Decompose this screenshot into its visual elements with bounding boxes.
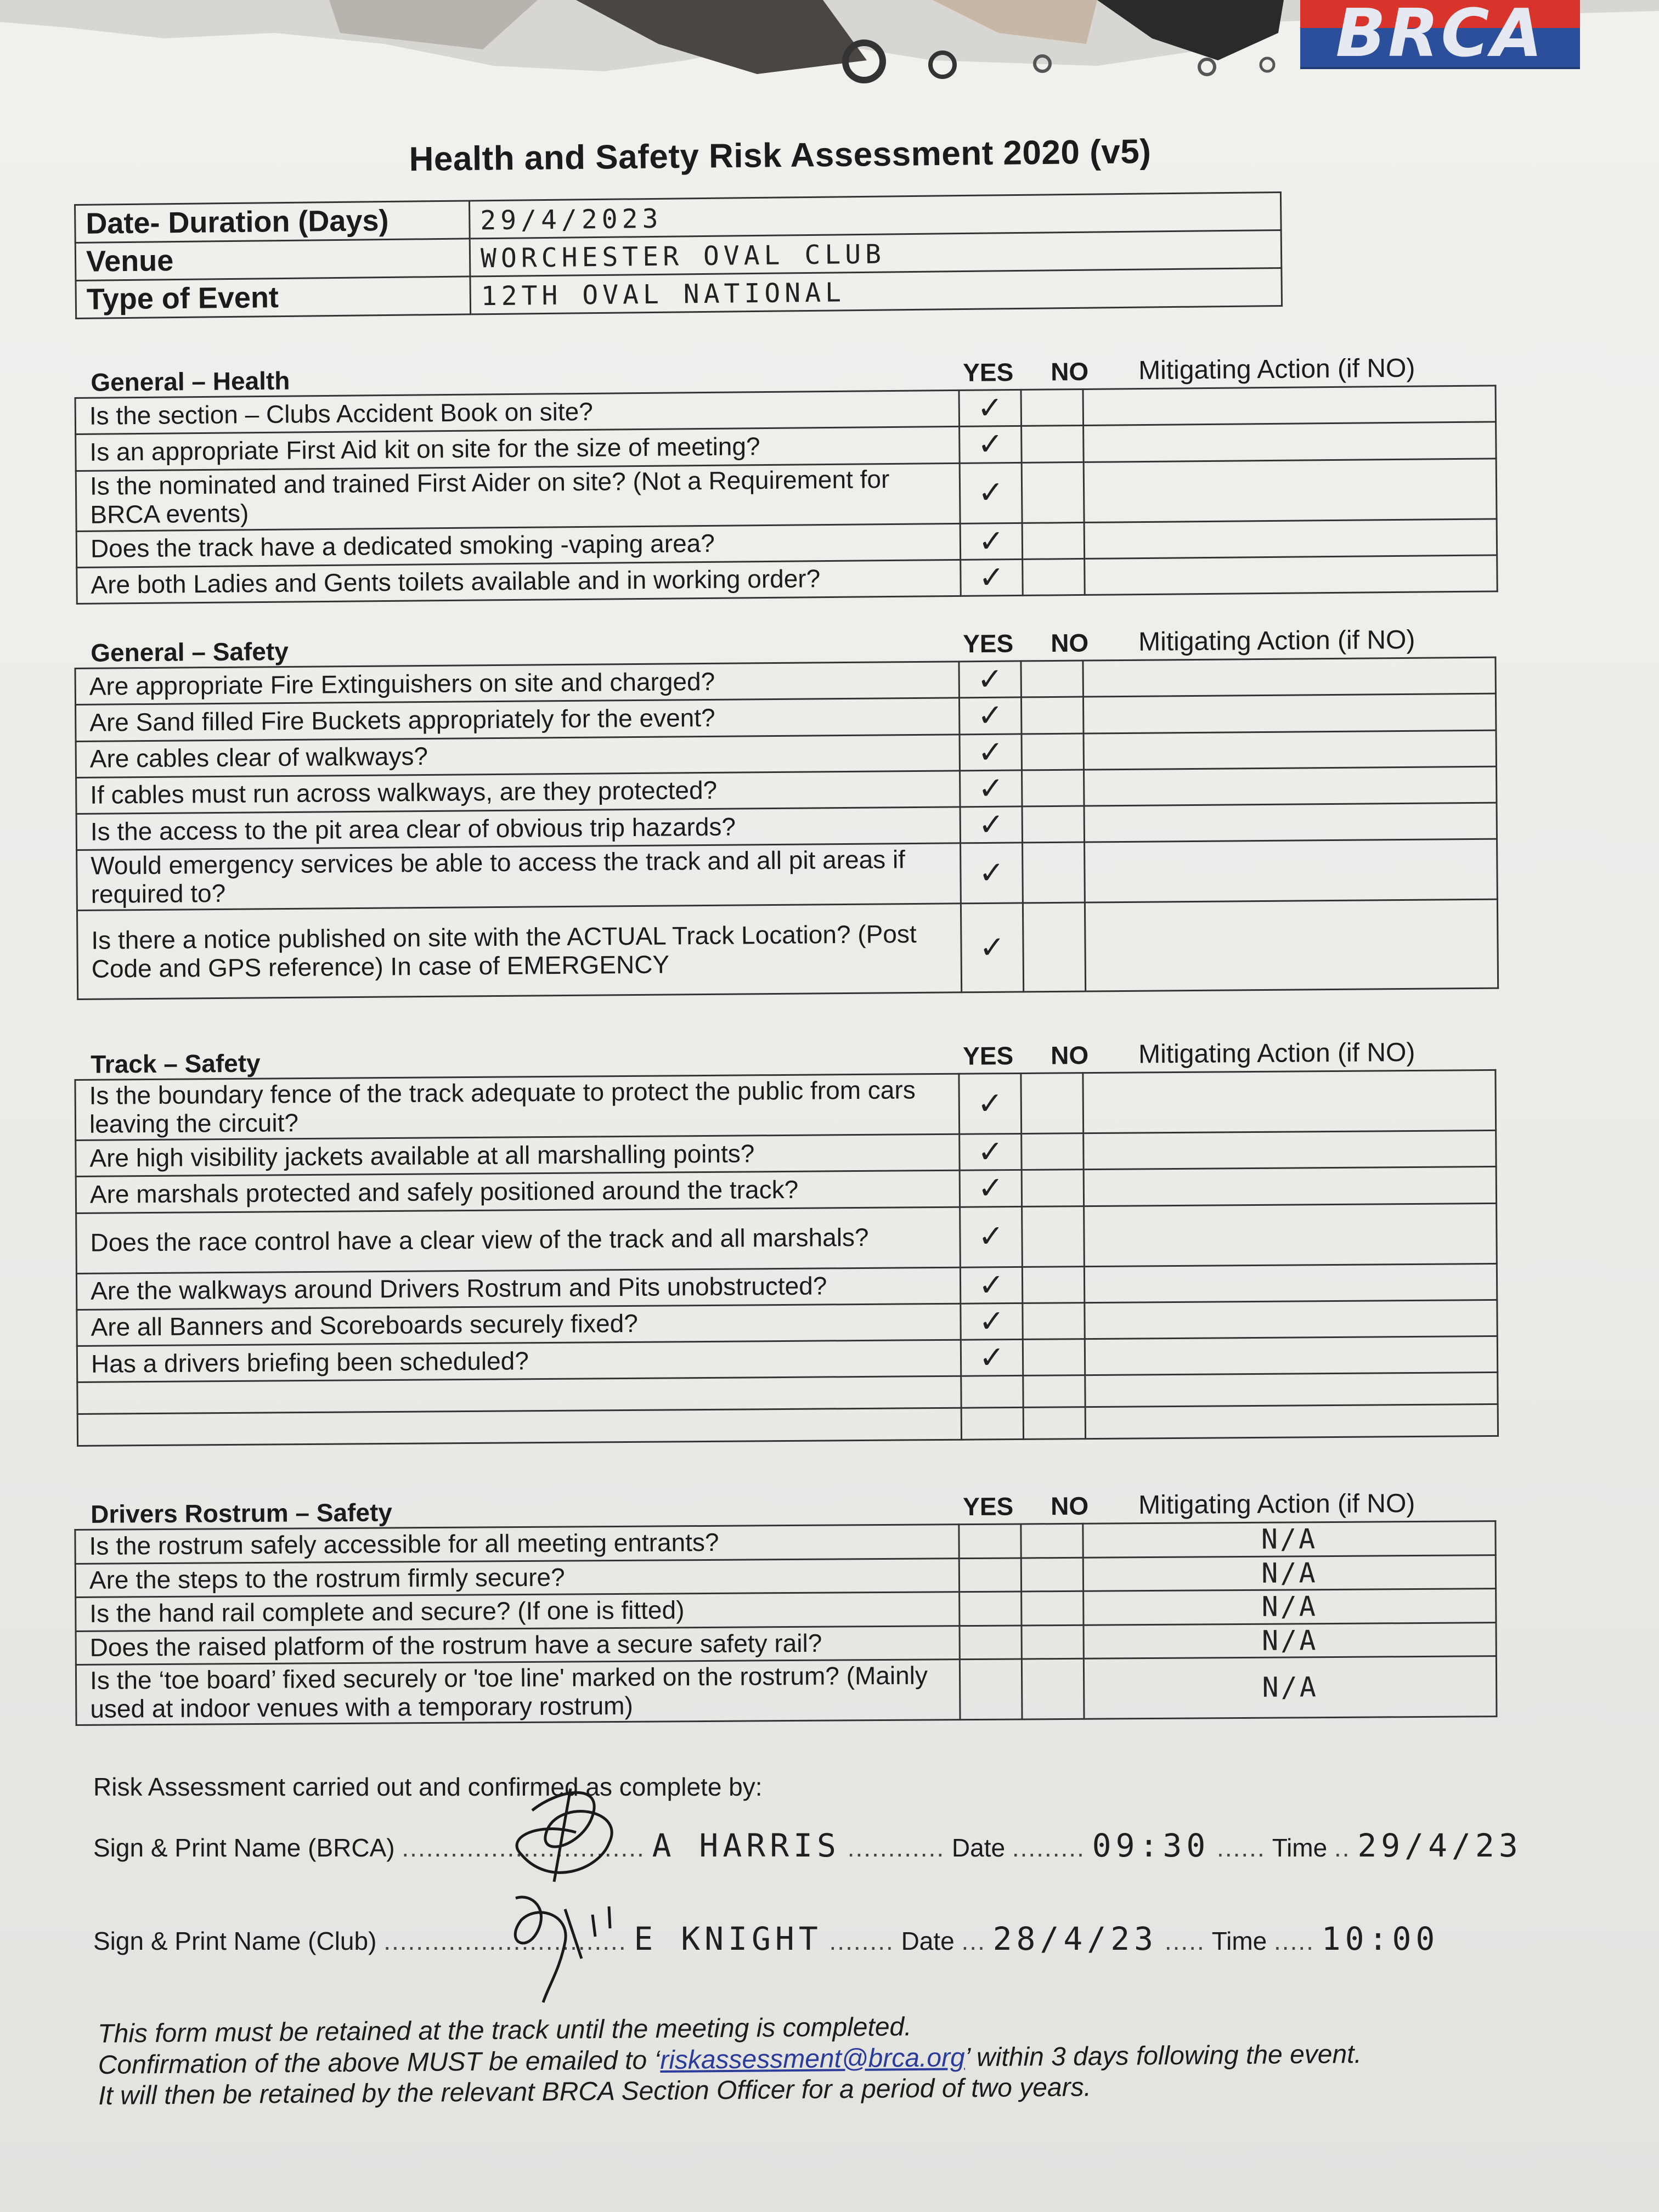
question-text: Does the raised platform of the rostrum have a secure safety rail? xyxy=(76,1626,960,1664)
no-checkbox[interactable] xyxy=(1022,1658,1084,1719)
confirmation-intro: Risk Assessment carried out and confirmed as complete by: xyxy=(93,1773,763,1801)
event-info-label: Venue xyxy=(75,239,470,281)
mitigating-action-field[interactable] xyxy=(1085,899,1498,991)
column-mitigating-header: Mitigating Action (if NO) xyxy=(1138,1037,1415,1069)
mitigating-action-field[interactable] xyxy=(1084,1130,1496,1170)
mitigating-action-field[interactable] xyxy=(1084,518,1497,558)
tick-mark-icon: ✓ xyxy=(978,734,1004,770)
column-no-header: NO xyxy=(1050,628,1089,658)
checklist-row xyxy=(75,1070,1496,1140)
no-checkbox[interactable] xyxy=(1023,842,1085,903)
tick-mark-icon: ✓ xyxy=(978,770,1004,806)
retention-note xyxy=(98,2008,1362,2112)
column-no-header: NO xyxy=(1050,1041,1089,1070)
no-checkbox[interactable] xyxy=(1022,426,1084,462)
no-checkbox[interactable] xyxy=(1022,1206,1085,1267)
yes-checkbox[interactable] xyxy=(960,1170,1022,1207)
yes-checkbox[interactable] xyxy=(959,1524,1021,1558)
tick-mark-icon: ✓ xyxy=(977,1086,1003,1122)
email-link[interactable]: riskassessment@brca.org xyxy=(659,2042,965,2075)
no-checkbox[interactable] xyxy=(1023,1302,1085,1339)
yes-checkbox[interactable] xyxy=(960,1659,1022,1720)
column-no-header: NO xyxy=(1050,1491,1089,1521)
yes-checkbox[interactable] xyxy=(960,806,1023,843)
section-title: Track – Safety xyxy=(91,1048,261,1079)
no-checkbox[interactable] xyxy=(1022,806,1085,843)
checklist-table xyxy=(74,657,1499,1001)
mitigating-action-field[interactable] xyxy=(1085,1300,1497,1339)
tick-mark-icon: ✓ xyxy=(977,390,1003,426)
tick-mark-icon: ✓ xyxy=(979,929,1006,966)
yes-checkbox[interactable] xyxy=(959,390,1022,426)
checklist-section xyxy=(74,351,1498,605)
question-text: If cables must run across walkways, are they protected? xyxy=(76,771,960,814)
no-checkbox[interactable] xyxy=(1023,902,1085,992)
no-checkbox[interactable] xyxy=(1023,1339,1085,1376)
yes-checkbox[interactable] xyxy=(960,462,1022,523)
handwritten-entry: N/A xyxy=(1262,1671,1319,1704)
column-yes-header: YES xyxy=(963,1492,1014,1521)
no-checkbox[interactable] xyxy=(1021,1558,1083,1592)
yes-checkbox[interactable] xyxy=(961,1408,1023,1440)
event-type-field[interactable] xyxy=(470,268,1282,314)
mitigating-action-field[interactable] xyxy=(1083,1555,1496,1591)
tick-mark-icon: ✓ xyxy=(979,1340,1005,1376)
brca-logo: BRCA xyxy=(1300,0,1580,69)
email-pre: Confirmation of the above MUST be emailed to ‘ xyxy=(98,2045,661,2080)
mitigating-action-field[interactable] xyxy=(1085,1336,1497,1375)
checklist-table xyxy=(74,1069,1499,1447)
mitigating-action-field[interactable] xyxy=(1084,1263,1497,1303)
mitigating-action-field[interactable] xyxy=(1085,555,1498,595)
no-checkbox[interactable] xyxy=(1023,558,1085,595)
no-checkbox[interactable] xyxy=(1021,389,1084,426)
question-text: Are cables clear of walkways? xyxy=(76,734,960,777)
question-text: Is the rostrum safely accessible for all meeting entrants? xyxy=(75,1525,959,1564)
no-checkbox[interactable] xyxy=(1022,1133,1084,1170)
brca-signature-row: Sign & Print Name (BRCA) .............................. A HARRIS ............ Date ......... 09:30 ...... Time .. 29/4/23 xyxy=(93,1827,1522,1864)
club-date-label: Date xyxy=(901,1927,955,1955)
question-text: Would emergency services be able to access the track and all pit areas if required to? xyxy=(77,843,961,911)
mitigating-action-field[interactable] xyxy=(1083,1521,1496,1558)
event-info-label: Date- Duration (Days) xyxy=(75,201,470,243)
tick-mark-icon: ✓ xyxy=(978,475,1004,511)
question-text: Is the access to the pit area clear of obvious trip hazards? xyxy=(76,807,960,850)
tick-mark-icon: ✓ xyxy=(977,1134,1004,1170)
section-title: Drivers Rostrum – Safety xyxy=(91,1498,393,1528)
club-time-value[interactable]: 10:00 xyxy=(1321,1920,1440,1957)
no-checkbox[interactable] xyxy=(1023,1407,1085,1440)
mitigating-action-field[interactable] xyxy=(1084,730,1496,770)
question-text: Is the nominated and trained First Aider on site? (Not a Requirement for BRCA events) xyxy=(76,463,960,531)
brca-time-value[interactable]: 29/4/23 xyxy=(1357,1827,1522,1864)
yes-checkbox[interactable] xyxy=(960,1267,1022,1304)
question-text: Are appropriate Fire Extinguishers on site and charged? xyxy=(75,662,959,705)
mitigating-action-field[interactable] xyxy=(1084,1203,1497,1266)
handwritten-entry: N/A xyxy=(1261,1523,1318,1555)
brca-date-value[interactable]: 09:30 xyxy=(1092,1827,1210,1864)
yes-checkbox[interactable] xyxy=(960,733,1022,770)
mitigating-action-field[interactable] xyxy=(1084,766,1497,806)
no-checkbox[interactable] xyxy=(1021,1523,1083,1558)
mitigating-action-field[interactable] xyxy=(1083,1070,1496,1133)
mitigating-action-field[interactable] xyxy=(1084,458,1497,522)
checklist-section xyxy=(74,1486,1498,1726)
event-info-value: 29/4/2023 xyxy=(480,203,663,236)
checklist-row xyxy=(76,1656,1497,1725)
yes-checkbox[interactable] xyxy=(959,1558,1021,1592)
yes-checkbox[interactable] xyxy=(960,1592,1022,1626)
question-text: Are all Banners and Scoreboards securely fixed? xyxy=(77,1304,961,1346)
question-text: Are both Ladies and Gents toilets available and in working order? xyxy=(77,560,961,603)
yes-checkbox[interactable] xyxy=(960,770,1023,807)
tick-mark-icon: ✓ xyxy=(977,697,1003,734)
no-checkbox[interactable] xyxy=(1022,1266,1084,1303)
question-text: Is the ‘toe board’ fixed securely or 'toe line' marked on the rostrum? (Mainly used at indoor venues with a temporary rostrum) xyxy=(76,1660,960,1725)
tick-mark-icon: ✓ xyxy=(977,661,1003,698)
no-checkbox[interactable] xyxy=(1022,1625,1084,1659)
no-checkbox[interactable] xyxy=(1022,462,1084,523)
checklist-row xyxy=(77,899,1498,999)
column-no-header: NO xyxy=(1050,357,1089,386)
column-mitigating-header: Mitigating Action (if NO) xyxy=(1138,625,1415,657)
tick-mark-icon: ✓ xyxy=(978,523,1005,560)
tick-mark-icon: ✓ xyxy=(978,806,1005,843)
yes-checkbox[interactable] xyxy=(960,1206,1023,1267)
event-info-value: 12TH OVAL NATIONAL xyxy=(481,277,846,312)
retention-note-line: This form must be retained at the track until the meeting is completed. xyxy=(98,2012,912,2049)
mitigating-action-field[interactable] xyxy=(1084,422,1497,462)
yes-checkbox[interactable] xyxy=(961,903,1023,992)
question-text: Is there a notice published on site with the ACTUAL Track Location? (Post Code and GPS reference) In case of EMERGENCY xyxy=(77,904,961,1000)
no-checkbox[interactable] xyxy=(1022,522,1085,559)
question-text: Are Sand filled Fire Buckets appropriately for the event? xyxy=(76,698,960,741)
event-info-value: WORCHESTER OVAL CLUB xyxy=(480,239,886,274)
question-text: Does the race control have a clear view of the track and all marshals? xyxy=(76,1207,961,1273)
handwritten-entry: N/A xyxy=(1261,1556,1318,1589)
question-text: Is the section – Clubs Accident Book on site? xyxy=(75,390,960,434)
question-text: Is the boundary fence of the track adequate to protect the public from cars leaving the circuit? xyxy=(75,1074,960,1140)
question-text: Does the track have a dedicated smoking -vaping area? xyxy=(76,523,961,567)
handwritten-entry: N/A xyxy=(1261,1624,1318,1657)
question-text: Are the walkways around Drivers Rostrum and Pits unobstructed? xyxy=(76,1267,960,1310)
tick-mark-icon: ✓ xyxy=(978,1218,1005,1255)
tick-mark-icon: ✓ xyxy=(978,1170,1004,1206)
signature-scribble xyxy=(483,1778,680,2008)
yes-checkbox[interactable] xyxy=(960,523,1023,560)
column-mitigating-header: Mitigating Action (if NO) xyxy=(1138,353,1415,386)
column-mitigating-header: Mitigating Action (if NO) xyxy=(1138,1489,1415,1520)
checklist-section xyxy=(74,1035,1499,1447)
question-text: Are the steps to the rostrum firmly secure? xyxy=(75,1558,959,1597)
tick-mark-icon: ✓ xyxy=(978,560,1005,596)
question-text: Are marshals protected and safely positioned around the track? xyxy=(76,1171,960,1214)
question-text: Are high visibility jackets available at all marshalling points? xyxy=(76,1134,960,1177)
mitigating-action-field[interactable] xyxy=(1084,1167,1496,1206)
question-text xyxy=(77,1408,961,1446)
mitigating-action-field[interactable] xyxy=(1085,1373,1498,1407)
brca-sign-label: Sign & Print Name (BRCA) xyxy=(93,1833,395,1862)
yes-checkbox[interactable] xyxy=(961,559,1023,596)
yes-checkbox[interactable] xyxy=(959,697,1022,734)
no-checkbox[interactable] xyxy=(1021,1073,1084,1134)
event-info-label: Type of Event xyxy=(76,276,471,319)
email-post: ’ within 3 days following the event. xyxy=(964,2039,1362,2072)
handwritten-entry: N/A xyxy=(1261,1590,1318,1623)
yes-checkbox[interactable] xyxy=(961,1303,1023,1340)
event-info-table xyxy=(74,191,1283,319)
mitigating-action-field[interactable] xyxy=(1084,1622,1496,1658)
club-time-label: Time xyxy=(1211,1927,1267,1955)
column-yes-header: YES xyxy=(962,358,1014,387)
mitigating-action-field[interactable] xyxy=(1083,657,1496,697)
checklist-table xyxy=(74,1520,1497,1726)
section-title: General – Safety xyxy=(91,636,289,667)
yes-checkbox[interactable] xyxy=(959,661,1022,698)
no-checkbox[interactable] xyxy=(1022,770,1085,806)
question-text: Is the hand rail complete and secure? (If one is fitted) xyxy=(76,1592,960,1631)
brca-date-label: Date xyxy=(951,1833,1006,1862)
form-title: Health and Safety Risk Assessment 2020 (v5) xyxy=(409,132,1152,179)
question-text: Is an appropriate First Aid kit on site for the size of meeting? xyxy=(76,427,960,471)
yes-checkbox[interactable] xyxy=(961,843,1023,904)
brca-print-name[interactable]: A HARRIS xyxy=(652,1827,840,1864)
mitigating-action-field[interactable] xyxy=(1084,1589,1496,1625)
mitigating-action-field[interactable] xyxy=(1085,839,1498,902)
column-yes-header: YES xyxy=(962,629,1014,658)
no-checkbox[interactable] xyxy=(1021,661,1084,697)
no-checkbox[interactable] xyxy=(1022,1591,1084,1625)
mitigating-action-field[interactable] xyxy=(1083,693,1496,733)
question-text: Has a drivers briefing been scheduled? xyxy=(77,1340,961,1383)
mitigating-action-field[interactable] xyxy=(1084,803,1497,842)
tick-mark-icon: ✓ xyxy=(978,1267,1005,1304)
club-print-name[interactable]: E KNIGHT xyxy=(634,1920,822,1957)
brca-time-label: Time xyxy=(1272,1833,1328,1862)
tick-mark-icon: ✓ xyxy=(978,1303,1005,1340)
checklist-row xyxy=(77,839,1498,910)
no-checkbox[interactable] xyxy=(1022,733,1084,770)
tick-mark-icon: ✓ xyxy=(978,855,1005,891)
checklist-table xyxy=(75,385,1498,605)
no-checkbox[interactable] xyxy=(1022,1170,1084,1206)
yes-checkbox[interactable] xyxy=(959,1073,1022,1134)
section-title: General – Health xyxy=(91,366,290,397)
retention-note-line: It will then be retained by the relevant BRCA Section Officer for a period of two years. xyxy=(98,2073,1092,2111)
no-checkbox[interactable] xyxy=(1023,1375,1085,1408)
checklist-row xyxy=(76,1203,1497,1273)
club-date-value[interactable]: 28/4/23 xyxy=(992,1920,1158,1957)
no-checkbox[interactable] xyxy=(1021,697,1084,733)
checklist-section xyxy=(74,623,1499,1001)
yes-checkbox[interactable] xyxy=(960,1625,1022,1659)
mitigating-action-field[interactable] xyxy=(1084,1656,1497,1719)
yes-checkbox[interactable] xyxy=(961,1340,1023,1376)
mitigating-action-field[interactable] xyxy=(1083,386,1496,426)
yes-checkbox[interactable] xyxy=(960,426,1022,463)
yes-checkbox[interactable] xyxy=(960,1133,1022,1170)
club-signature-row: Sign & Print Name (Club) .............................. E KNIGHT ........ Date ... 28/4/23 ..... Time ..... 10:00 xyxy=(93,1920,1440,1957)
tick-mark-icon: ✓ xyxy=(977,426,1004,462)
club-sign-label: Sign & Print Name (Club) xyxy=(93,1927,377,1955)
yes-checkbox[interactable] xyxy=(961,1376,1023,1408)
column-yes-header: YES xyxy=(962,1041,1014,1070)
mitigating-action-field[interactable] xyxy=(1085,1404,1498,1439)
